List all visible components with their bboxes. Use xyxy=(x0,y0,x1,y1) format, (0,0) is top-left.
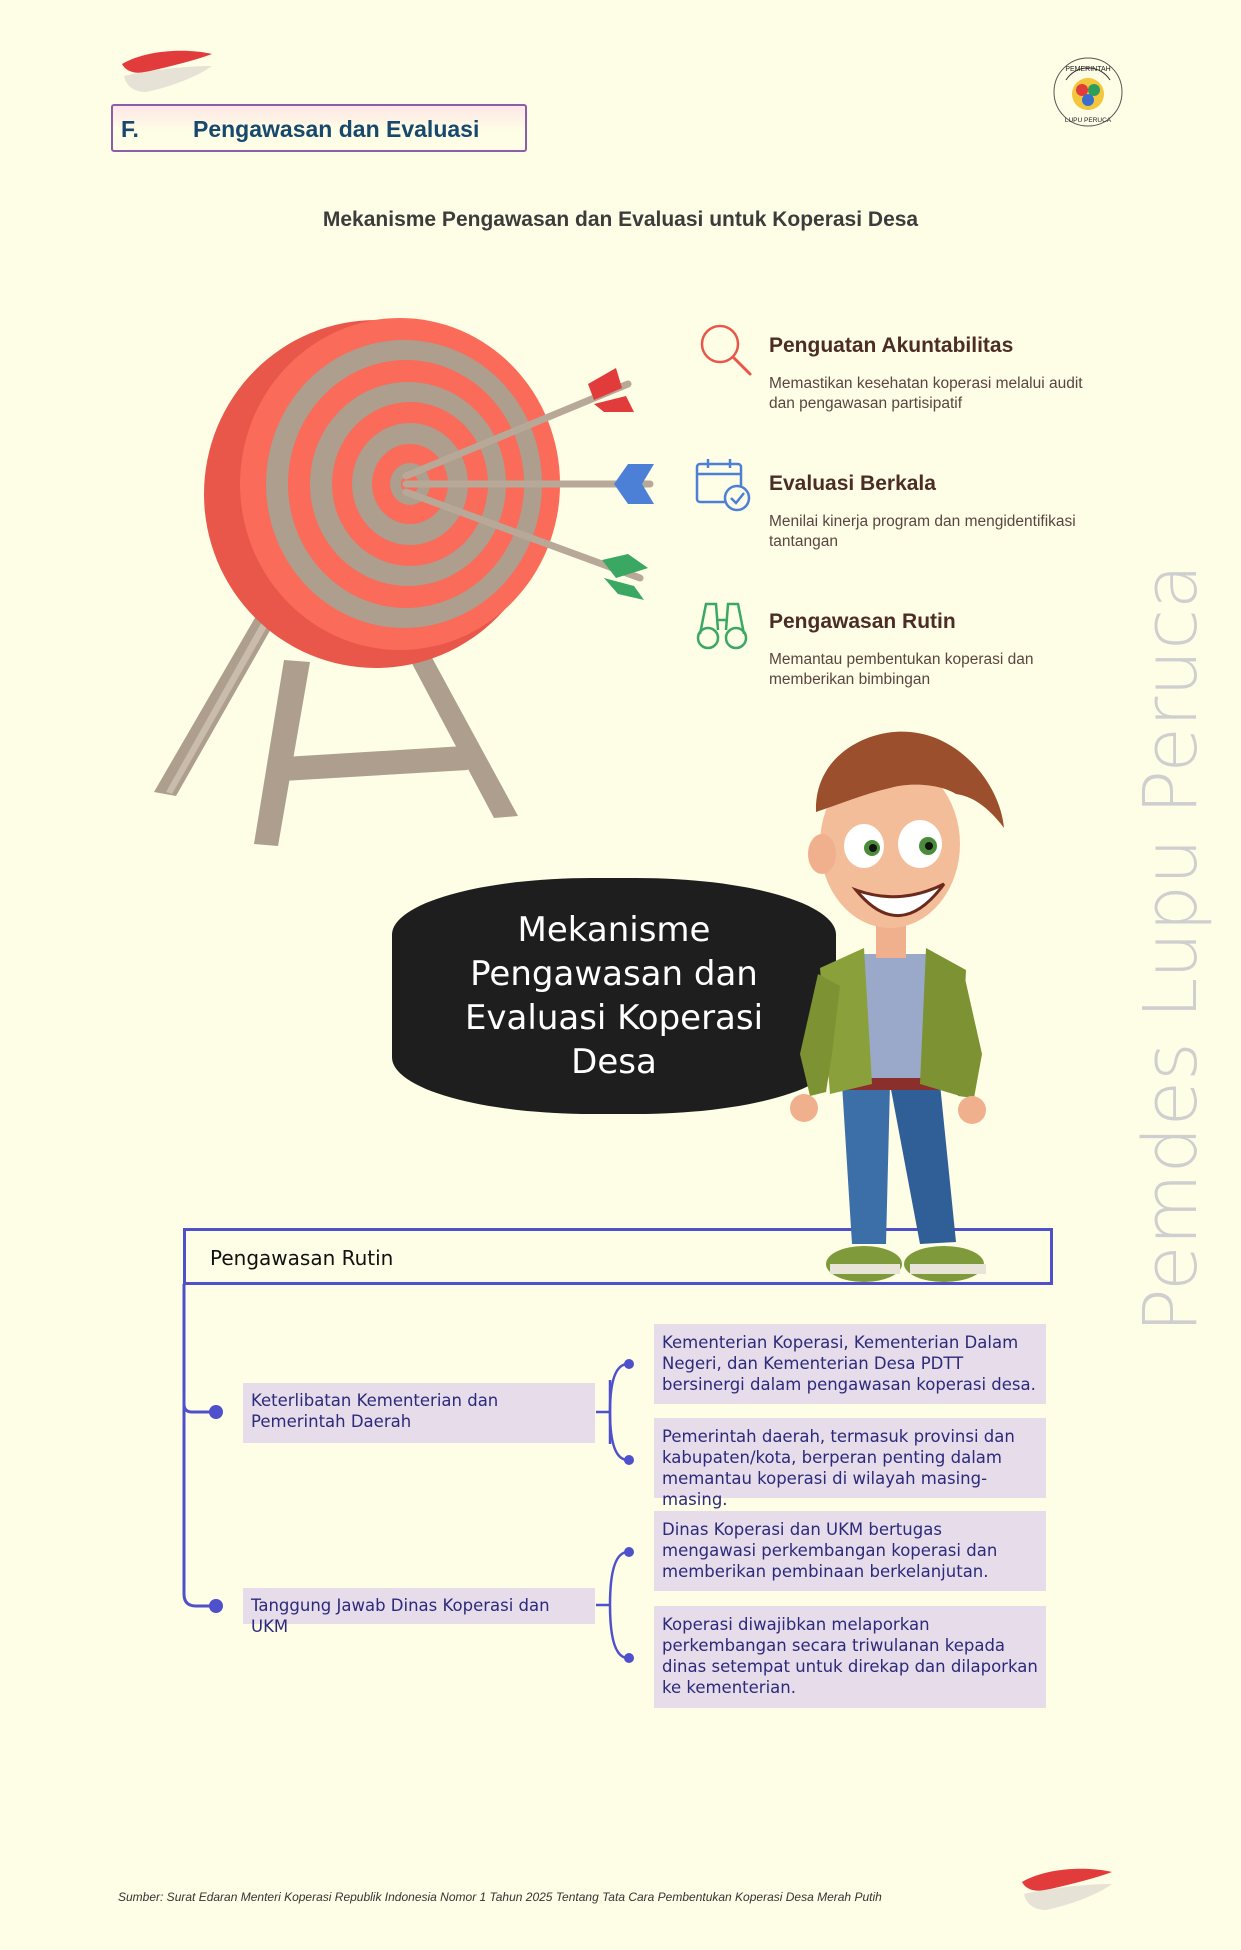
feature-title: Evaluasi Berkala xyxy=(769,472,936,495)
binoculars-icon xyxy=(694,594,754,654)
feature-title: Pengawasan Rutin xyxy=(769,610,956,633)
svg-text:LUPU PERUCA: LUPU PERUCA xyxy=(1064,117,1112,124)
cartoon-boy-illustration xyxy=(760,724,1020,1296)
watermark: Pemdes Lupu Peruca xyxy=(1128,563,1214,1333)
feature-routine-supervision xyxy=(694,592,1114,702)
leaf-node xyxy=(654,1606,1046,1708)
mindmap-title: Pengawasan Rutin xyxy=(210,1246,394,1270)
leaf-text: Kementerian Koperasi, Kementerian Dalam Negeri, dan Kementerian Desa PDTT bersinergi dalam pengawasan koperasi desa. xyxy=(662,1333,1036,1394)
feature-accountability xyxy=(694,316,1114,426)
page-subtitle: Mekanisme Pengawasan dan Evaluasi untuk Koperasi Desa xyxy=(322,208,919,231)
magnifier-icon xyxy=(694,318,754,378)
feature-periodic-evaluation xyxy=(694,454,1114,564)
feature-description: Memastikan kesehatan koperasi melalui audit dan pengawasan partisipatif xyxy=(769,375,1083,412)
section-letter: F. xyxy=(121,116,139,142)
leaf-node xyxy=(654,1418,1046,1509)
logo-seal-icon xyxy=(1052,56,1124,128)
flag-brush-decoration-bottom xyxy=(1016,1864,1116,1924)
calendar-check-icon xyxy=(694,456,754,514)
section-title: Pengawasan dan Evaluasi xyxy=(193,116,480,142)
branch-node xyxy=(243,1588,595,1636)
archery-target-illustration xyxy=(148,288,658,848)
badge-text: Mekanisme Pengawasan dan Evaluasi Koperasi Desa xyxy=(464,910,764,1082)
branch-node xyxy=(243,1383,595,1443)
flag-brush-decoration xyxy=(116,46,216,106)
feature-description: Menilai kinerja program dan mengidentifikasi tantangan xyxy=(769,513,1076,550)
leaf-node xyxy=(654,1324,1046,1404)
leaf-node xyxy=(654,1511,1046,1591)
svg-text:PEMERINTAH: PEMERINTAH xyxy=(1065,66,1111,73)
source-footnote: Sumber: Surat Edaran Menteri Koperasi Republik Indonesia Nomor 1 Tahun 2025 Tentang Tata Cara Pembentukan Koperasi Desa Merah Putih xyxy=(118,1890,882,1904)
branch-label: Keterlibatan Kementerian dan Pemerintah Daerah xyxy=(251,1391,499,1431)
village-logo xyxy=(1052,56,1124,128)
feature-description: Memantau pembentukan koperasi dan memberikan bimbingan xyxy=(769,651,1034,688)
feature-title: Penguatan Akuntabilitas xyxy=(769,334,1014,357)
leaf-text: Koperasi diwajibkan melaporkan perkembangan secara triwulanan kepada dinas setempat untuk direkap dan dilaporkan ke kementerian. xyxy=(662,1615,1038,1697)
section-header xyxy=(111,104,527,152)
branch-label: Tanggung Jawab Dinas Koperasi dan UKM xyxy=(251,1596,550,1636)
leaf-text: Pemerintah daerah, termasuk provinsi dan kabupaten/kota, berperan penting dalam memantau koperasi di wilayah masing-masing. xyxy=(662,1427,1015,1509)
leaf-text: Dinas Koperasi dan UKM bertugas mengawasi perkembangan koperasi dan memberikan pembinaan berkelanjutan. xyxy=(662,1520,998,1581)
